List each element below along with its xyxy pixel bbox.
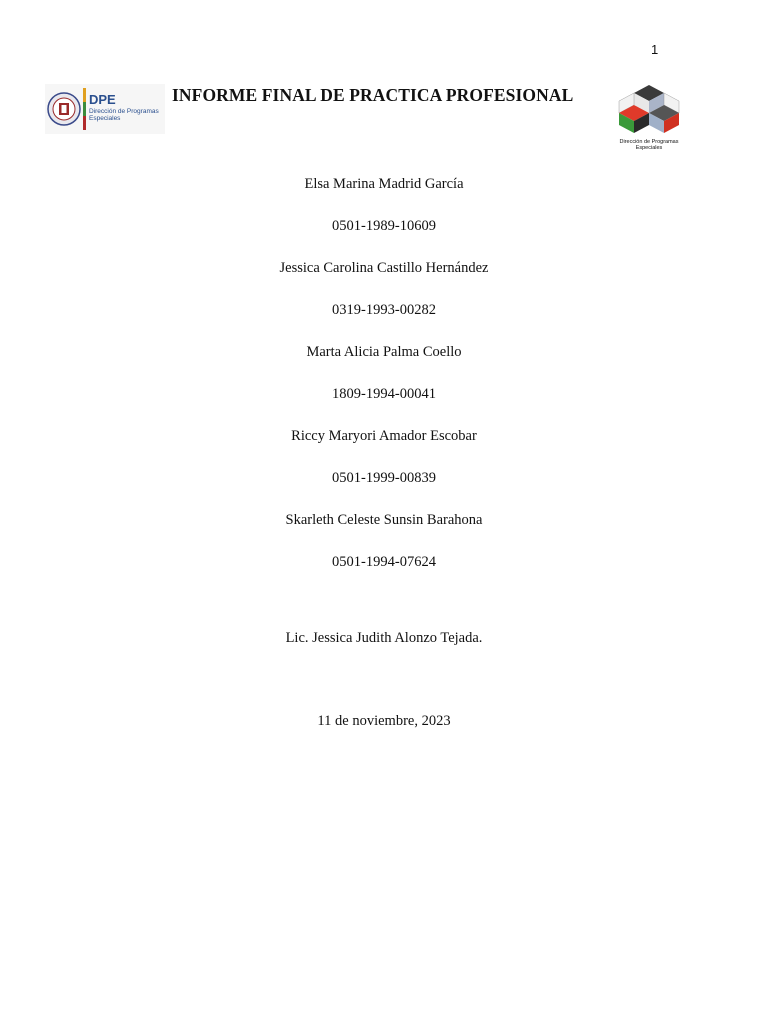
document-title: INFORME FINAL DE PRACTICA PROFESIONAL [172,85,574,105]
university-seal-icon [45,84,85,134]
dpe-logo [45,84,165,134]
student-id: 1809-1994-00041 [332,386,436,402]
color-bar-icon [82,84,88,134]
dpe-cube-caption: Dirección de Programas Especiales [619,139,679,151]
student-name: Skarleth Celeste Sunsin Barahona [285,512,483,528]
student-id: 0319-1993-00282 [332,302,436,318]
student-name: Marta Alicia Palma Coello [306,344,462,360]
dpe-cube-logo-icon [614,83,684,139]
document-date: 11 de noviembre, 2023 [317,713,451,729]
page-number: 1 [651,42,659,57]
dpe-abbreviation: DPE [89,92,116,107]
student-id: 0501-1999-00839 [332,470,436,486]
student-name: Jessica Carolina Castillo Hernández [279,260,489,276]
dpe-subtitle: Dirección de Programas Especiales [89,108,159,122]
dpe-cube-logo [614,83,684,155]
student-name: Riccy Maryori Amador Escobar [291,428,477,444]
student-id: 0501-1994-07624 [332,554,436,570]
advisor-name: Lic. Jessica Judith Alonzo Tejada. [285,630,483,646]
student-name: Elsa Marina Madrid García [304,176,464,192]
student-id: 0501-1989-10609 [332,218,436,234]
